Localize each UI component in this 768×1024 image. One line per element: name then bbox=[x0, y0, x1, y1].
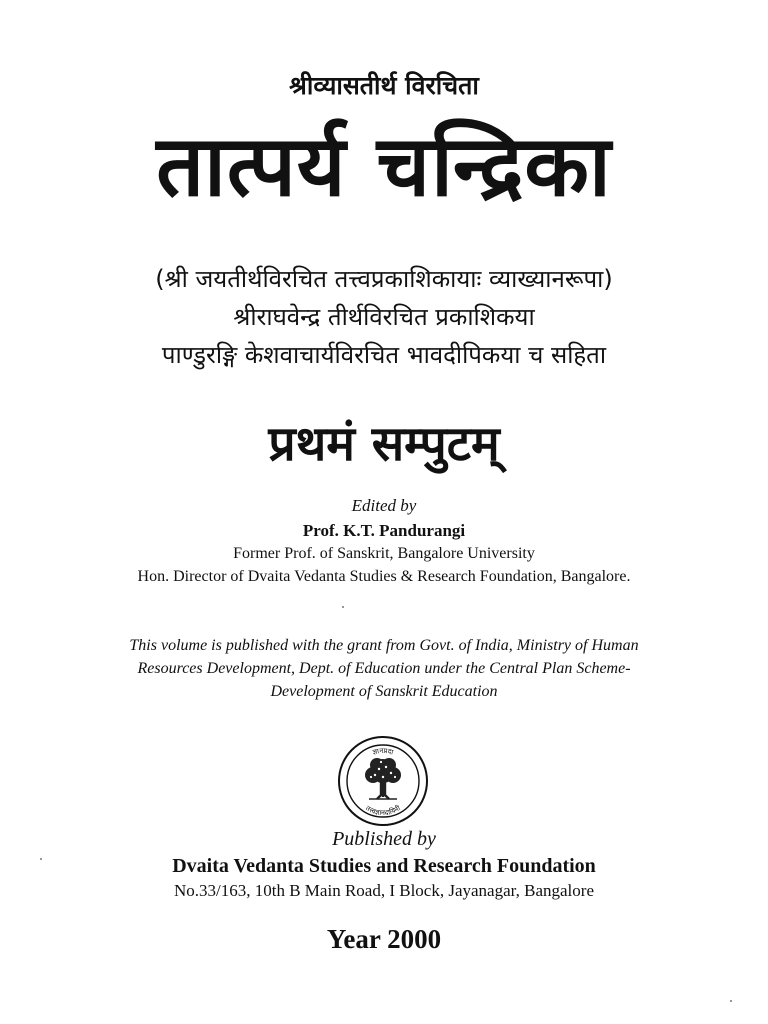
editor-position-1: Former Prof. of Sanskrit, Bangalore University bbox=[233, 545, 535, 562]
book-title: तात्पर्य चन्द्रिका bbox=[156, 117, 612, 215]
publisher-name: Dvaita Vedanta Studies and Research Foundation bbox=[172, 855, 596, 877]
grant-line-2: Resources Development, Dept. of Education under the Central Plan Scheme- bbox=[137, 660, 631, 677]
published-by-label: Published by bbox=[332, 828, 436, 850]
svg-text:ज्ञानप्रदा bbox=[372, 747, 394, 757]
subtitle-commentary: (श्री जयतीर्थविरचित तत्त्वप्रकाशिकायाः व्याख्यानरूपा) bbox=[155, 265, 613, 293]
tree-emblem-icon bbox=[337, 735, 429, 827]
grant-line-3: Development of Sanskrit Education bbox=[270, 683, 498, 700]
publisher-address: No.33/163, 10th B Main Road, I Block, Jayanagar, Bangalore bbox=[174, 881, 594, 900]
grant-line-1: This volume is published with the grant from Govt. of India, Ministry of Human bbox=[129, 637, 639, 654]
scan-speck bbox=[342, 606, 344, 608]
edited-by-label: Edited by bbox=[351, 496, 417, 515]
author-line: श्रीव्यासतीर्थ विरचिता bbox=[289, 71, 479, 100]
editor-name: Prof. K.T. Pandurangi bbox=[302, 521, 466, 540]
emblem-bottom-text: तत्त्वज्ञानदायिनी bbox=[364, 804, 402, 818]
subtitle-prakashika: श्रीराघवेन्द्र तीर्थविरचित प्रकाशिकया bbox=[233, 303, 535, 331]
editor-position-2: Hon. Director of Dvaita Vedanta Studies & Research Foundation, Bangalore. bbox=[137, 568, 631, 585]
volume-label: प्रथमं सम्पुटम् bbox=[268, 416, 500, 472]
scan-speck bbox=[40, 858, 42, 860]
scan-speck bbox=[730, 1000, 732, 1002]
publication-year: Year 2000 bbox=[326, 924, 442, 954]
emblem-top-text: ज्ञानप्रदा bbox=[371, 746, 395, 757]
subtitle-bhavadipika: पाण्डुरङ्गि केशवाचार्यविरचित भावदीपिकया च सहिता bbox=[161, 341, 607, 369]
